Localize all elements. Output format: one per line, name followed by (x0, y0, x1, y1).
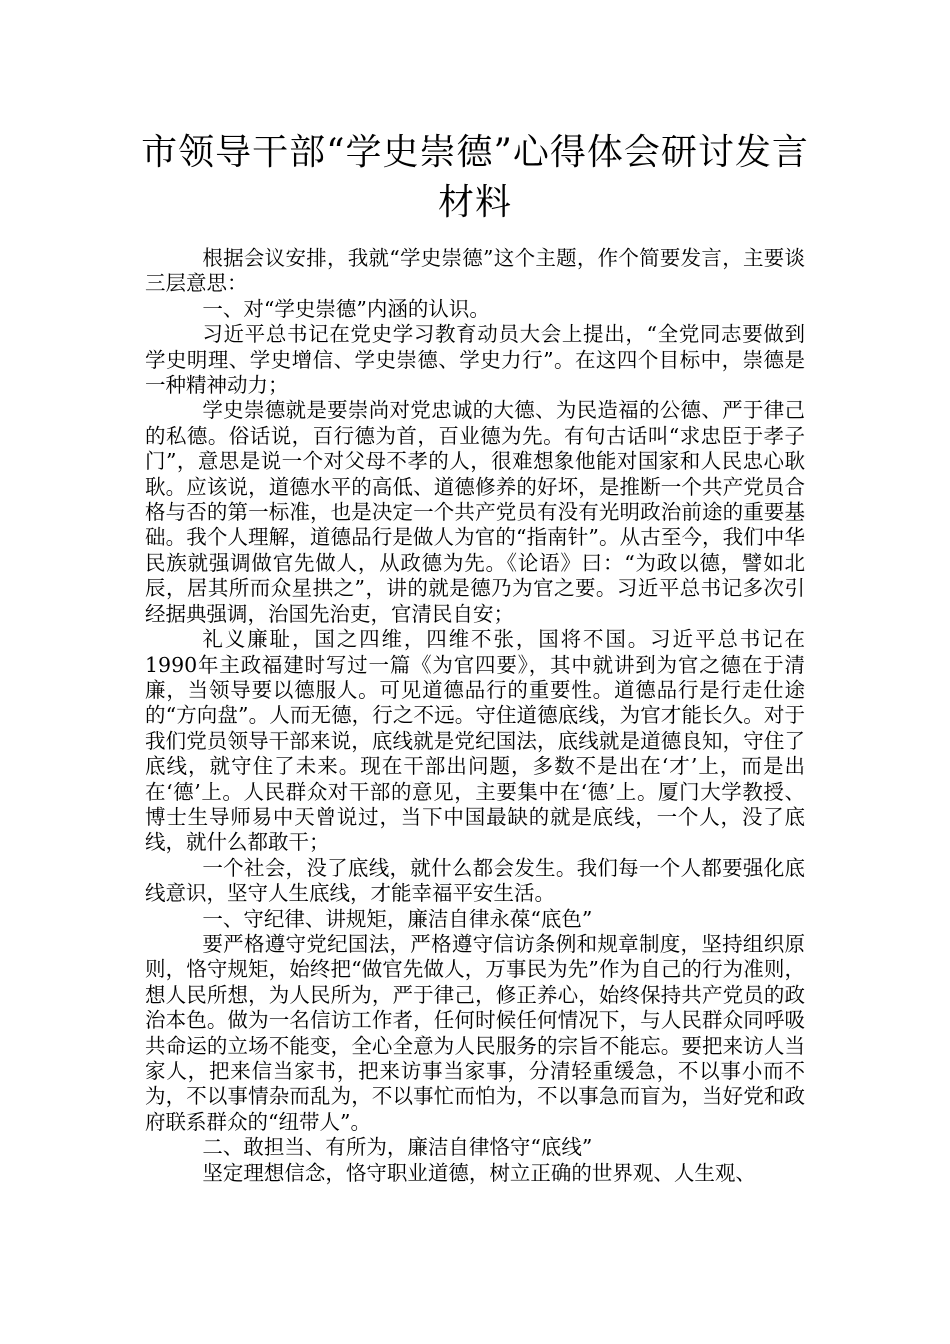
paragraph: 二、敢担当、有所为，廉洁自律恪守“底线” (202, 1135, 593, 1160)
paragraph: 要严格遵守党纪国法，严格遵守信访条例和规章制度，坚持组织原则，恪守规矩，始终把“做官先做人，万事民为先”作为自己的行为准则，想人民所想，为人民所为，严于律己，修正养心，始终保持共产党员的政治本色。做为一名信访工作者，任何时候任何情况下，与人民群众同呼吸共命运的立场不能变，全心全意为人民服务的宗旨不能忘。要把来访人当家人，把来信当家书，把来访事当家事，分清轻重缓急，不以事小而不为，不以事情杂而乱为，不以事忙而怕为，不以事急而盲为，当好党和政府联系群众的“纽带人”。 (145, 931, 805, 1134)
paragraph: 学史崇德就是要崇尚对党忠诚的大德、为民造福的公德、严于律己的私德。俗话说，百行德为首，百业德为先。有句古话叫“求忠臣于孝子门”，意思是说一个对父母不孝的人，很难想象他能对国家和人民忠心耿耿。应该说，道德水平的高低、道德修养的好坏，是推断一个共产党员合格与否的第一标准，也是决定一个共产党员有没有光明政治前途的重要基础。我个人理解，道德品行是做人为官的“指南针”。从古至今，我们中华民族就强调做官先做人，从政德为先。《论语》曰：“为政以德，譬如北辰，居其所而众星拱之”，讲的就是德乃为官之要。习近平总书记多次引经据典强调，治国先治吏，官清民自安； (145, 398, 805, 626)
paragraph: 一、对“学史崇德”内涵的认识。 (202, 296, 490, 321)
document-title: 市领导干部“学史崇德”心得体会研讨发言材料 (141, 132, 809, 223)
paragraph: 一个社会，没了底线，就什么都会发生。我们每一个人都要强化底线意识，坚守人生底线，才能幸福平安生活。 (145, 855, 805, 906)
paragraph: 习近平总书记在党史学习教育动员大会上提出，“全党同志要做到学史明理、学史增信、学史崇德、学史力行”。在这四个目标中，崇德是一种精神动力； (145, 322, 805, 398)
paragraph: 坚定理想信念，恪守职业道德，树立正确的世界观、人生观、 (202, 1160, 756, 1185)
paragraph: 礼义廉耻，国之四维，四维不张，国将不国。习近平总书记在1990年主政福建时写过一篇《为官四要》，其中就讲到为官之德在于清廉，当领导要以德服人。可见道德品行的重要性。道德品行是行走仕途的“方向盘”。人而无德，行之不远。守住道德底线，为官才能长久。对于我们党员领导干部来说，底线就是党纪国法，底线就是道德良知，守住了底线，就守住了未来。现在干部出问题，多数不是出在‘才’上，而是出在‘德’上。人民群众对干部的意见，主要集中在‘德’上。厦门大学教授、博士生导师易中天曾说过，当下中国最缺的就是底线，一个人，没了底线，就什么都敢干； (145, 627, 805, 855)
paragraph: 根据会议安排，我就“学史崇德”这个主题，作个简要发言，主要谈三层意思： (145, 246, 805, 296)
document-body (145, 246, 805, 1186)
paragraph: 一、守纪律、讲规矩，廉洁自律永葆“底色” (202, 906, 593, 931)
